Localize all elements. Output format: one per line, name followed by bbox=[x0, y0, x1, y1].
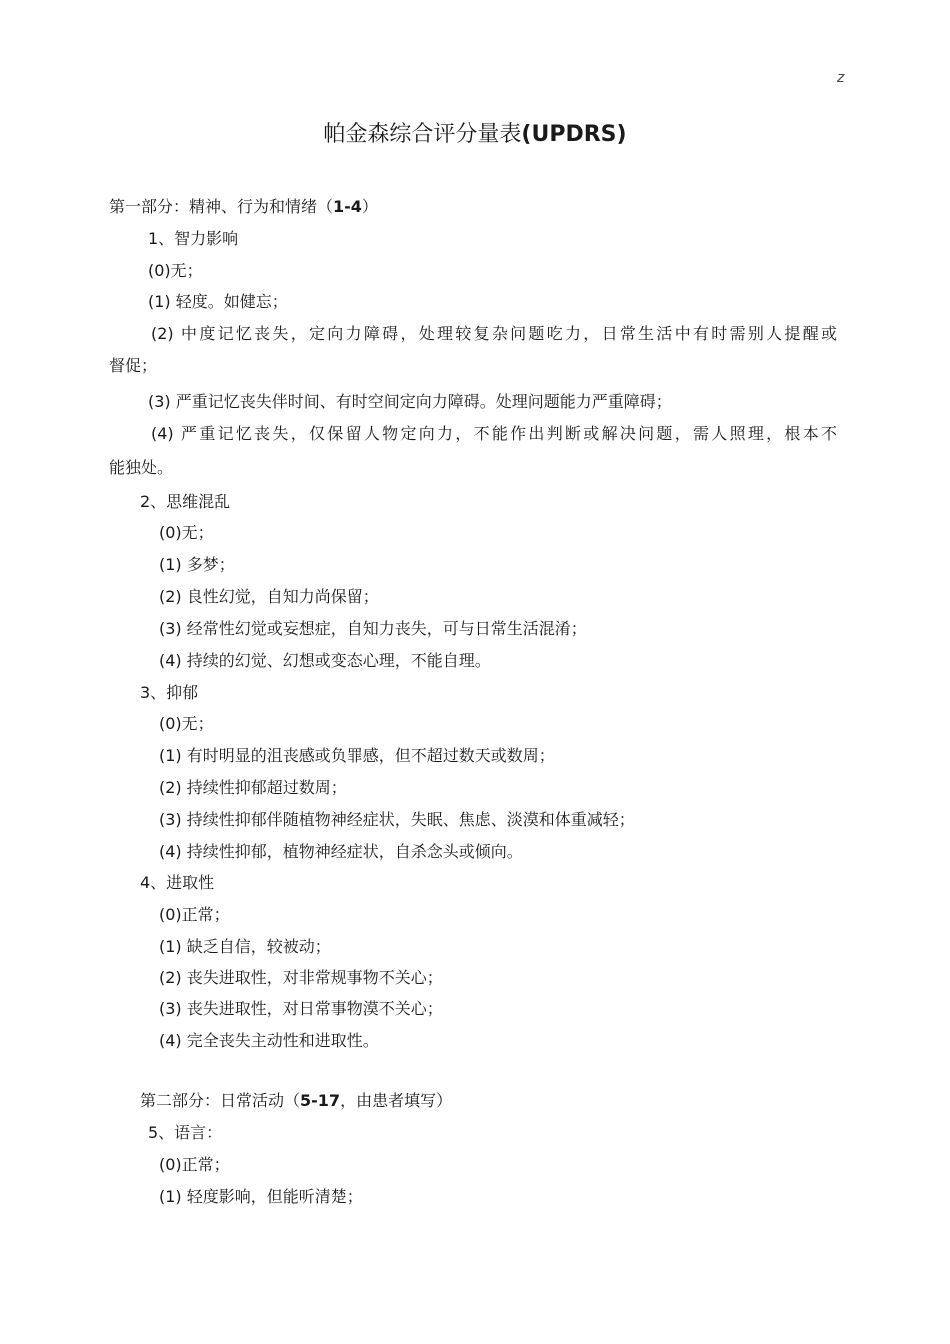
title-text: 帕金森综合评分量表 bbox=[323, 122, 522, 147]
part2-heading-pre: 第二部分：日常活动（ bbox=[140, 1091, 301, 1110]
answer-option: (4) 完全丧失主动性和进取性。 bbox=[159, 1031, 379, 1050]
question-title: 1、智力影响 bbox=[148, 229, 239, 248]
part1-heading-post: ） bbox=[361, 197, 378, 216]
answer-option: (1) 有时明显的沮丧感或负罪感，但不超过数天或数周； bbox=[159, 746, 555, 765]
answer-option: (4) 严重记忆丧失，仅保留人物定向力，不能作出判断或解决问题，需人照理，根本不 bbox=[151, 424, 837, 443]
answer-option: (0)正常； bbox=[159, 1155, 230, 1174]
question-title: 4、进取性 bbox=[140, 873, 215, 892]
answer-option: (2) 良性幻觉，自知力尚保留； bbox=[159, 587, 379, 606]
answer-option: (1) 缺乏自信，较被动； bbox=[159, 937, 331, 956]
answer-option: (1) 轻度。如健忘； bbox=[148, 292, 288, 311]
question-title: 3、抑郁 bbox=[140, 683, 199, 702]
question-title: 5、语言： bbox=[148, 1123, 223, 1142]
answer-option: (2) 中度记忆丧失，定向力障碍，处理较复杂问题吃力，日常生活中有时需别人提醒或 bbox=[151, 324, 837, 343]
answer-option: (0)无； bbox=[159, 714, 214, 733]
answer-option-continued: 督促； bbox=[109, 356, 158, 375]
answer-option: (4) 持续性抑郁，植物神经症状，自杀念头或倾向。 bbox=[159, 842, 523, 861]
question-title: 2、思维混乱 bbox=[140, 492, 231, 511]
answer-option: (4) 持续的幻觉、幻想或变态心理，不能自理。 bbox=[159, 651, 491, 670]
answer-option: (3) 丧失进取性，对日常事物漠不关心； bbox=[159, 999, 443, 1018]
answer-option: (2) 持续性抑郁超过数周； bbox=[159, 778, 347, 797]
answer-option: (2) 丧失进取性，对非常规事物不关心； bbox=[159, 968, 443, 987]
answer-option: (3) 严重记忆丧失伴时间、有时空间定向力障碍。处理问题能力严重障碍； bbox=[148, 392, 672, 411]
page-corner-mark: z bbox=[837, 70, 845, 86]
document-title bbox=[0, 117, 950, 148]
answer-option: (0)无； bbox=[159, 523, 214, 542]
answer-option: (3) 经常性幻觉或妄想症，自知力丧失，可与日常生活混淆； bbox=[159, 619, 587, 638]
title-code: (UPDRS) bbox=[521, 122, 627, 147]
part2-heading-post: ，由患者填写） bbox=[340, 1091, 453, 1110]
answer-option: (0)正常； bbox=[159, 905, 230, 924]
answer-option: (3) 持续性抑郁伴随植物神经症状，失眠、焦虑、淡漠和体重减轻； bbox=[159, 810, 635, 829]
part1-heading-pre: 第一部分：精神、行为和情绪（ bbox=[109, 197, 334, 216]
part2-heading-range: 5-17 bbox=[300, 1091, 341, 1110]
answer-option: (1) 多梦； bbox=[159, 555, 235, 574]
answer-option: (1) 轻度影响，但能听清楚； bbox=[159, 1187, 363, 1206]
answer-option-continued: 能独处。 bbox=[109, 458, 174, 477]
answer-option: (0)无； bbox=[148, 261, 203, 280]
part1-heading bbox=[109, 194, 378, 217]
part1-heading-range: 1-4 bbox=[333, 197, 362, 216]
part2-heading bbox=[140, 1088, 452, 1111]
